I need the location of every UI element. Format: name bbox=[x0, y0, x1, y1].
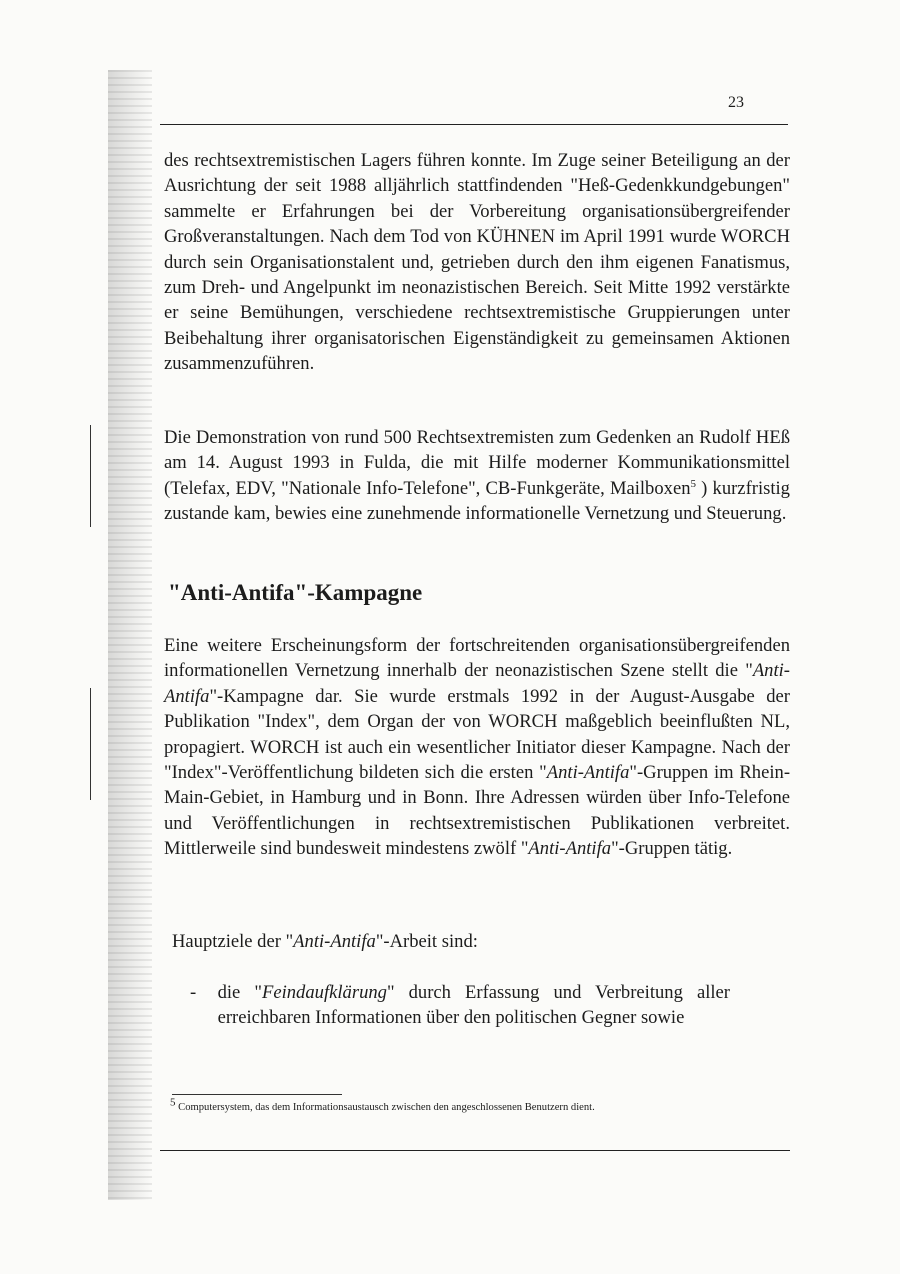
text-run: Hauptziele der " bbox=[172, 931, 294, 952]
paragraph-worch-role: des rechtsextremistischen Lagers führen konnte. Im Zuge seiner Beteiligung an der Ausrichtung der seit 1988 alljährlich stattfindenden "Heß-Gedenkkundgebungen" sammelte er Erfahrungen bei der Vorbereitung organisationsübergreifender Großveranstaltungen. Nach dem Tod von KÜHNEN im April 1991 wurde WORCH durch sein Organisationstalent und, getrieben durch den ihm eigenen Fanatismus, zum Dreh- und Angelpunkt im neonazistischen Bereich. Seit Mitte 1992 verstärkte er seine Bemühungen, verschiedene rechtsextremistische Gruppierungen unter Beibehaltung ihrer organisatorischen Eigenständigkeit zu gemeinsamen Aktionen zusammenzuführen. bbox=[164, 150, 790, 375]
italic-term: Anti-Antifa bbox=[164, 660, 790, 707]
section-heading: "Anti-Antifa"-Kampagne bbox=[168, 580, 423, 605]
text-run: die " bbox=[217, 982, 262, 1003]
footnote-reference: 5 bbox=[690, 477, 696, 490]
text-run: ) kurzfristig zustande kam, bewies eine zunehmende informationelle Vernetzung und Steuerung. bbox=[164, 477, 790, 525]
italic-term: Anti-Antifa bbox=[293, 931, 376, 952]
text-run: "-Kampagne dar. Sie wurde erstmals 1992 in der August-Ausgabe der Publikation "Index", dem Organ der von WORCH maßgeblich beeinflußten NL, propagiert. WORCH ist auch ein wesentlicher Initiator dieser Kampagne. Nach der "Index"-Veröffentlichung bildeten sich die ersten " bbox=[164, 685, 790, 784]
italic-term: Anti-Antifa bbox=[528, 838, 612, 860]
list-item bbox=[190, 980, 730, 1030]
list-item-text bbox=[218, 980, 730, 1030]
text-run: "-Gruppen im Rhein-Main-Gebiet, in Hamburg und in Bonn. Ihre Adressen würden über Info-Telefone und Veröffentlichungen in rechtsextremistischen Publikationen verbreitet. Mittlerweile sind bundesweit mindestens zwölf " bbox=[164, 762, 791, 860]
header-rule bbox=[160, 124, 788, 125]
text-run: Eine weitere Erscheinungsform der fortschreitenden organisationsübergreifenden informationellen Vernetzung innerhalb der neonazistischen Szene stellt die " bbox=[164, 635, 790, 682]
footnote bbox=[170, 1096, 595, 1115]
footnote-rule bbox=[172, 1094, 342, 1095]
footnote-marker: 5 bbox=[170, 1096, 176, 1109]
page-number: 23 bbox=[728, 94, 744, 111]
goals-intro bbox=[172, 929, 478, 954]
margin-change-bar bbox=[90, 688, 91, 800]
footer-rule bbox=[160, 1150, 790, 1151]
scan-edge-shadow bbox=[108, 70, 152, 1200]
paragraph-anti-antifa-campaign bbox=[164, 633, 790, 862]
text-run: " durch Erfassung und Verbreitung aller erreichbaren Informationen über den politischen Gegner sowie bbox=[217, 982, 730, 1028]
margin-change-bar bbox=[90, 425, 91, 527]
italic-term: Feindaufklärung bbox=[261, 982, 387, 1003]
italic-term: Anti-Antifa bbox=[546, 762, 630, 784]
text-run: Die Demonstration von rund 500 Rechtsextremisten zum Gedenken an Rudolf HEß am 14. August 1993 in Fulda, die mit Hilfe moderner Kommunikationsmittel (Telefax, EDV, "Nationale Info-Telefone", CB-Funkgeräte, Mailboxen bbox=[164, 427, 790, 499]
footnote-text: Computersystem, das dem Informationsaustausch zwischen den angeschlossenen Benutzern dient. bbox=[175, 1102, 595, 1113]
text-run: "-Arbeit sind: bbox=[375, 931, 478, 952]
text-run: "-Gruppen tätig. bbox=[611, 838, 733, 860]
paragraph-fulda-demonstration bbox=[164, 425, 790, 527]
bullet-dash: - bbox=[190, 982, 197, 1003]
